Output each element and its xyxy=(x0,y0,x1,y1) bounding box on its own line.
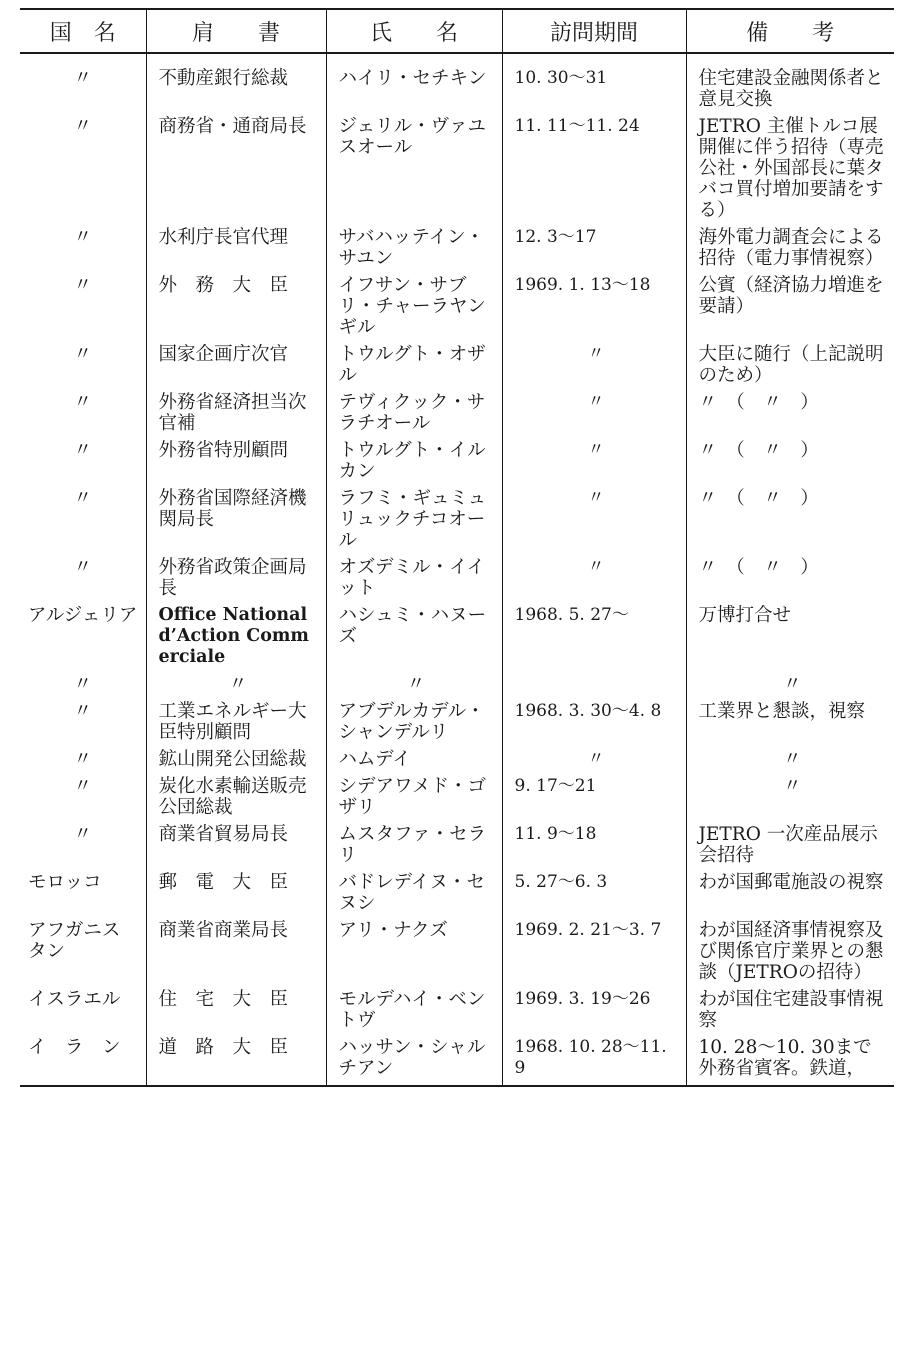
header-title: 肩 書 xyxy=(146,9,326,53)
name-cell: シデアワメド・ゴザリ xyxy=(326,770,502,818)
title-cell: 外務省国際経済機関局長 xyxy=(146,482,326,551)
country-cell: イスラエル xyxy=(28,989,121,1010)
title-cell: 国家企画庁次官 xyxy=(146,338,326,386)
remarks-cell: 公賓（経済協力増進を要請） xyxy=(686,269,894,338)
title-cell: 外務省政策企画局長 xyxy=(146,551,326,599)
name-cell: バドレデイヌ・セヌシ xyxy=(326,866,502,914)
table-row xyxy=(20,482,894,551)
table-row xyxy=(20,743,894,770)
period-cell: 11. 9～18 xyxy=(502,818,686,866)
table-body xyxy=(20,53,894,1086)
period-cell xyxy=(502,668,686,695)
name-cell: モルデハイ・ベントヴ xyxy=(326,983,502,1031)
period-cell: 〃 xyxy=(502,743,686,770)
remarks-cell: わが国郵電施設の視察 xyxy=(686,866,894,914)
period-cell: 10. 30～31 xyxy=(502,53,686,110)
title-cell: 外務省経済担当次官補 xyxy=(146,386,326,434)
country-cell: 〃 xyxy=(73,392,92,413)
period-cell: 1968. 5. 27～ xyxy=(502,599,686,668)
remarks-cell: 住宅建設金融関係者と意見交換 xyxy=(686,53,894,110)
visitor-table xyxy=(20,8,894,1087)
country-cell: 〃 xyxy=(73,344,92,365)
country-cell: アルジェリア xyxy=(28,605,138,626)
title-cell: 不動産銀行総裁 xyxy=(146,53,326,110)
country-cell: イ ラ ン xyxy=(20,1031,146,1086)
remarks-cell: わが国住宅建設事情視察 xyxy=(686,983,894,1031)
remarks-cell: 〃 xyxy=(686,743,894,770)
table-row xyxy=(20,269,894,338)
remarks-cell: 〃 xyxy=(686,668,894,695)
country-cell: 〃 xyxy=(73,440,92,461)
title-cell: 〃 xyxy=(146,668,326,695)
name-cell: ハッサン・シャルチアン xyxy=(326,1031,502,1086)
title-cell: 外 務 大 臣 xyxy=(146,269,326,338)
table-row xyxy=(20,551,894,599)
country-cell: 〃 xyxy=(73,749,92,770)
name-cell: オズデミル・イイット xyxy=(326,551,502,599)
name-cell: ジェリル・ヴァユスオール xyxy=(326,110,502,221)
header-remarks: 備 考 xyxy=(686,9,894,53)
remarks-cell: 〃 （ 〃 ） xyxy=(686,551,894,599)
table-header xyxy=(20,9,894,53)
title-cell: 商業省貿易局長 xyxy=(146,818,326,866)
table-row xyxy=(20,110,894,221)
period-cell: 1969. 2. 21～3. 7 xyxy=(502,914,686,983)
title-cell: 郵 電 大 臣 xyxy=(146,866,326,914)
period-cell: 〃 xyxy=(502,386,686,434)
remarks-cell: 〃 （ 〃 ） xyxy=(686,386,894,434)
remarks-cell: JETRO 一次産品展示会招待 xyxy=(686,818,894,866)
table-row xyxy=(20,221,894,269)
title-cell: 商務省・通商局長 xyxy=(146,110,326,221)
name-cell: サバハッテイン・サユン xyxy=(326,221,502,269)
period-cell: 12. 3～17 xyxy=(502,221,686,269)
table-row xyxy=(20,818,894,866)
name-cell: 〃 xyxy=(326,668,502,695)
table-row xyxy=(20,599,894,668)
country-cell: 〃 xyxy=(73,776,92,797)
period-cell: 〃 xyxy=(502,434,686,482)
period-cell: 11. 11～11. 24 xyxy=(502,110,686,221)
title-cell: 商業省商業局長 xyxy=(146,914,326,983)
name-cell: ラフミ・ギュミュリュックチコオール xyxy=(326,482,502,551)
header-name: 氏 名 xyxy=(326,9,502,53)
remarks-cell: 〃 xyxy=(686,770,894,818)
period-cell: 1969. 1. 13～18 xyxy=(502,269,686,338)
country-cell: 〃 xyxy=(73,701,92,722)
header-period: 訪問期間 xyxy=(502,9,686,53)
remarks-cell: 海外電力調査会による招待（電力事情視察） xyxy=(686,221,894,269)
name-cell: ハイリ・セチキン xyxy=(326,53,502,110)
name-cell: アブデルカデル・シャンデルリ xyxy=(326,695,502,743)
remarks-cell: 10. 28～10. 30まで外務省賓客。鉄道， xyxy=(686,1031,894,1086)
table-row xyxy=(20,770,894,818)
period-cell: 〃 xyxy=(502,551,686,599)
table-row xyxy=(20,1031,894,1086)
table-row xyxy=(20,338,894,386)
remarks-cell: 〃 （ 〃 ） xyxy=(686,482,894,551)
table-row xyxy=(20,914,894,983)
country-cell: 〃 xyxy=(73,824,92,845)
country-cell: 〃 xyxy=(73,488,92,509)
table-row xyxy=(20,386,894,434)
remarks-cell: 大臣に随行（上記説明のため） xyxy=(686,338,894,386)
name-cell: ハシュミ・ハヌーズ xyxy=(326,599,502,668)
table-row xyxy=(20,695,894,743)
title-cell: 道 路 大 臣 xyxy=(146,1031,326,1086)
country-cell: 〃 xyxy=(73,227,92,248)
table-row xyxy=(20,983,894,1031)
table-row xyxy=(20,866,894,914)
period-cell: 9. 17～21 xyxy=(502,770,686,818)
title-cell: 外務省特別顧問 xyxy=(146,434,326,482)
title-cell: 鉱山開発公団総裁 xyxy=(146,743,326,770)
remarks-cell: 工業界と懇談，視察 xyxy=(686,695,894,743)
period-cell: 1968. 10. 28～11. 9 xyxy=(502,1031,686,1086)
name-cell: アリ・ナクズ xyxy=(326,914,502,983)
name-cell: トウルグト・オザル xyxy=(326,338,502,386)
table-row xyxy=(20,53,894,110)
country-cell: 〃 xyxy=(73,116,92,137)
remarks-cell: わが国経済事情視察及び関係官庁業界との懇談（JETROの招待） xyxy=(686,914,894,983)
title-cell: Office National d’Action Commerciale xyxy=(146,599,326,668)
name-cell: トウルグト・イルカン xyxy=(326,434,502,482)
title-cell: 水利庁長官代理 xyxy=(146,221,326,269)
period-cell: 〃 xyxy=(502,338,686,386)
remarks-cell: 万博打合せ xyxy=(686,599,894,668)
table-row xyxy=(20,668,894,695)
country-cell: 〃 xyxy=(73,674,92,695)
title-cell: 工業エネルギー大臣特別顧問 xyxy=(146,695,326,743)
period-cell: 〃 xyxy=(502,482,686,551)
name-cell: イフサン・サブリ・チャーラヤンギル xyxy=(326,269,502,338)
country-cell: モロッコ xyxy=(28,872,102,893)
period-cell: 5. 27～6. 3 xyxy=(502,866,686,914)
remarks-cell: 〃 （ 〃 ） xyxy=(686,434,894,482)
country-cell: 〃 xyxy=(73,557,92,578)
country-cell: アフガニスタン xyxy=(28,920,121,962)
document-page xyxy=(20,8,894,1087)
period-cell: 1968. 3. 30～4. 8 xyxy=(502,695,686,743)
title-cell: 住 宅 大 臣 xyxy=(146,983,326,1031)
country-cell: 〃 xyxy=(73,275,92,296)
name-cell: ムスタファ・セラリ xyxy=(326,818,502,866)
period-cell: 1969. 3. 19～26 xyxy=(502,983,686,1031)
title-cell: 炭化水素輸送販売公団総裁 xyxy=(146,770,326,818)
name-cell: テヴィクック・サラチオール xyxy=(326,386,502,434)
country-cell: 〃 xyxy=(73,68,92,89)
name-cell: ハムデイ xyxy=(326,743,502,770)
remarks-cell: JETRO 主催トルコ展開催に伴う招待（専売公社・外国部長に葉タバコ買付増加要請をする） xyxy=(686,110,894,221)
table-row xyxy=(20,434,894,482)
header-country: 国 名 xyxy=(20,9,146,53)
